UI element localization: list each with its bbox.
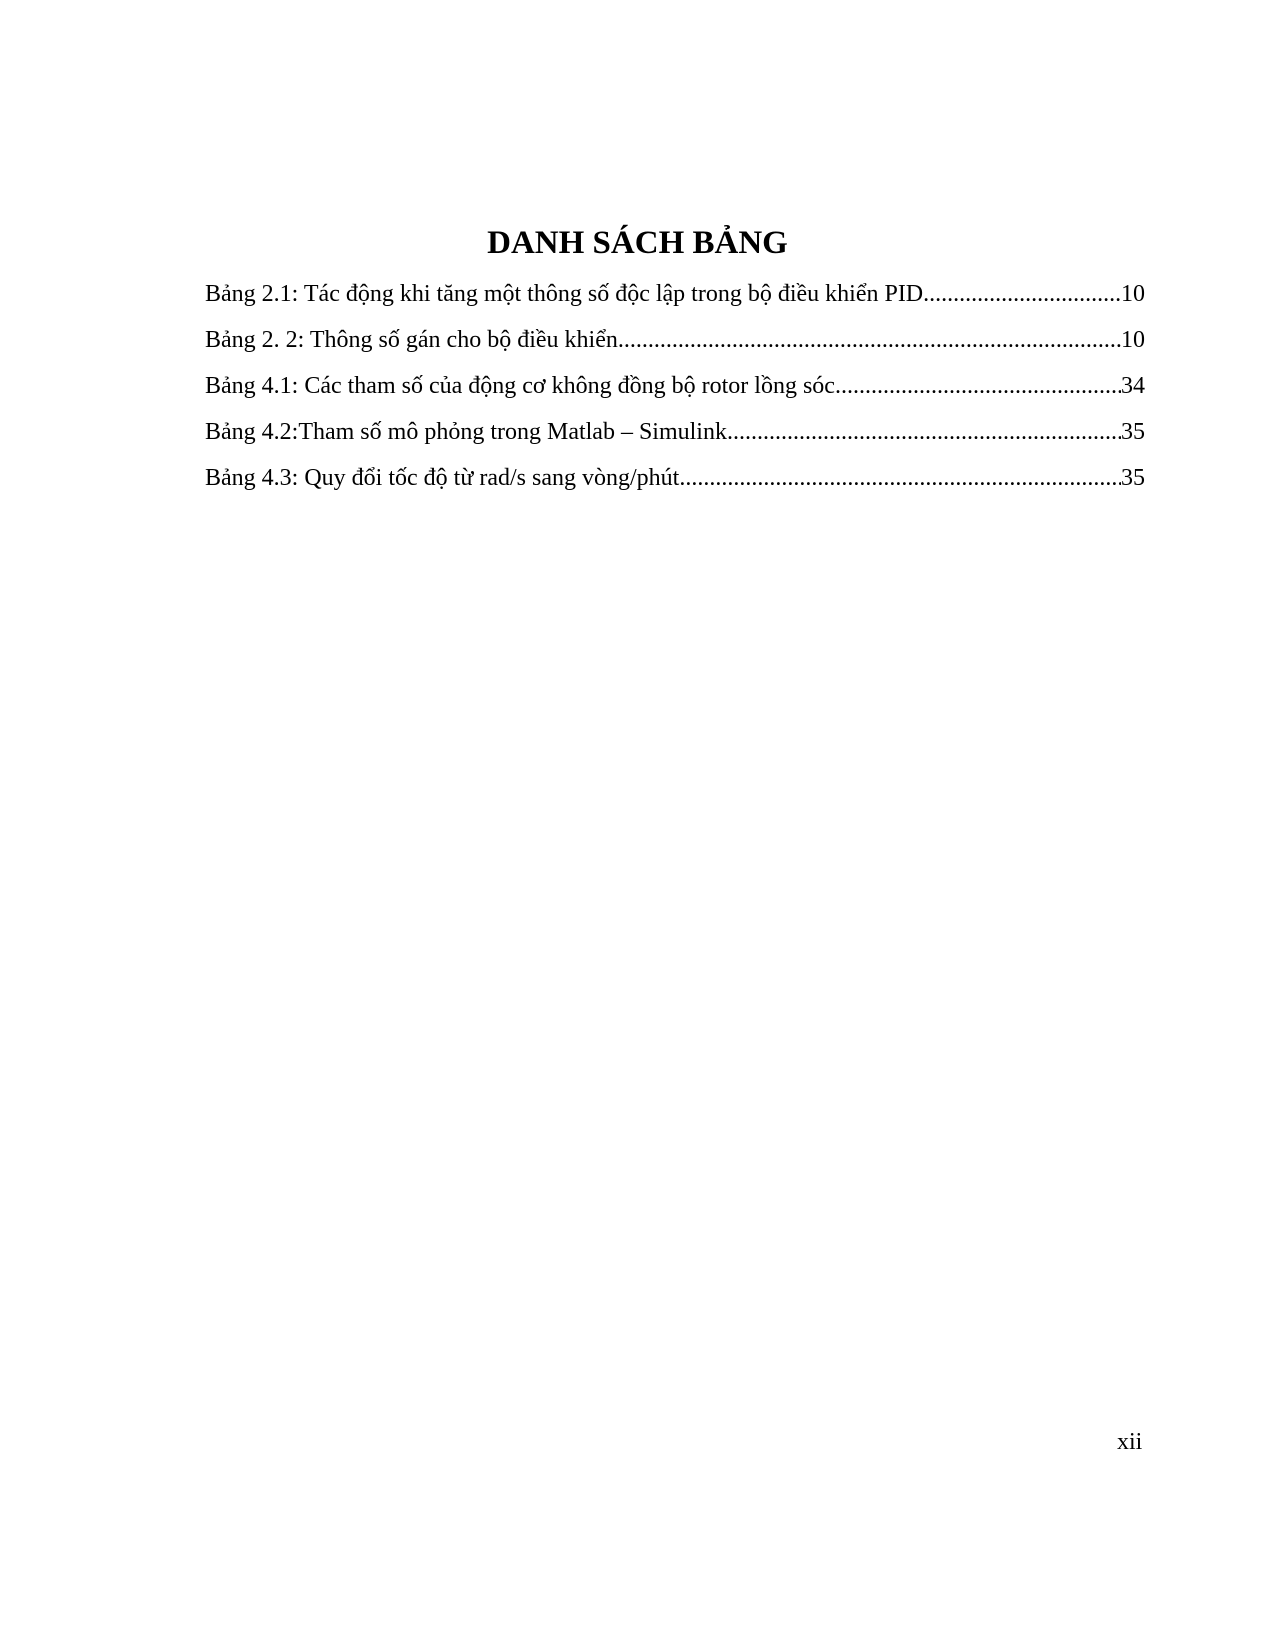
toc-entry[interactable]	[205, 279, 1145, 325]
toc-entry-page: 10	[1121, 281, 1145, 307]
toc-entry[interactable]	[205, 325, 1145, 371]
toc-entry-label: Bảng 2. 2: Thông số gán cho bộ điều khiển	[205, 327, 618, 353]
toc-entry[interactable]	[205, 463, 1145, 509]
toc-entry[interactable]	[205, 417, 1145, 463]
toc-entry-page: 34	[1121, 373, 1145, 399]
toc-entry-label: Bảng 4.2:Tham số mô phỏng trong Matlab – Simulink	[205, 419, 727, 445]
dot-leader	[618, 325, 1121, 355]
dot-leader	[679, 463, 1121, 493]
toc-entry-page: 10	[1121, 327, 1145, 353]
toc-entry-label: Bảng 4.1: Các tham số của động cơ không đồng bộ rotor lồng sóc	[205, 373, 835, 399]
page-number: xii	[1117, 1429, 1143, 1455]
toc-entry-page: 35	[1121, 465, 1145, 491]
toc-entry[interactable]	[205, 371, 1145, 417]
toc-entry-label: Bảng 4.3: Quy đổi tốc độ từ rad/s sang vòng/phút	[205, 465, 680, 491]
dot-leader	[923, 279, 1121, 309]
toc-entry-label: Bảng 2.1: Tác động khi tăng một thông số độc lập trong bộ điều khiển PID	[205, 281, 924, 307]
page-title: DANH SÁCH BẢNG	[487, 225, 788, 261]
dot-leader	[727, 417, 1121, 447]
table-of-tables-list	[205, 279, 1145, 509]
dot-leader	[835, 371, 1121, 401]
toc-entry-page: 35	[1121, 419, 1145, 445]
